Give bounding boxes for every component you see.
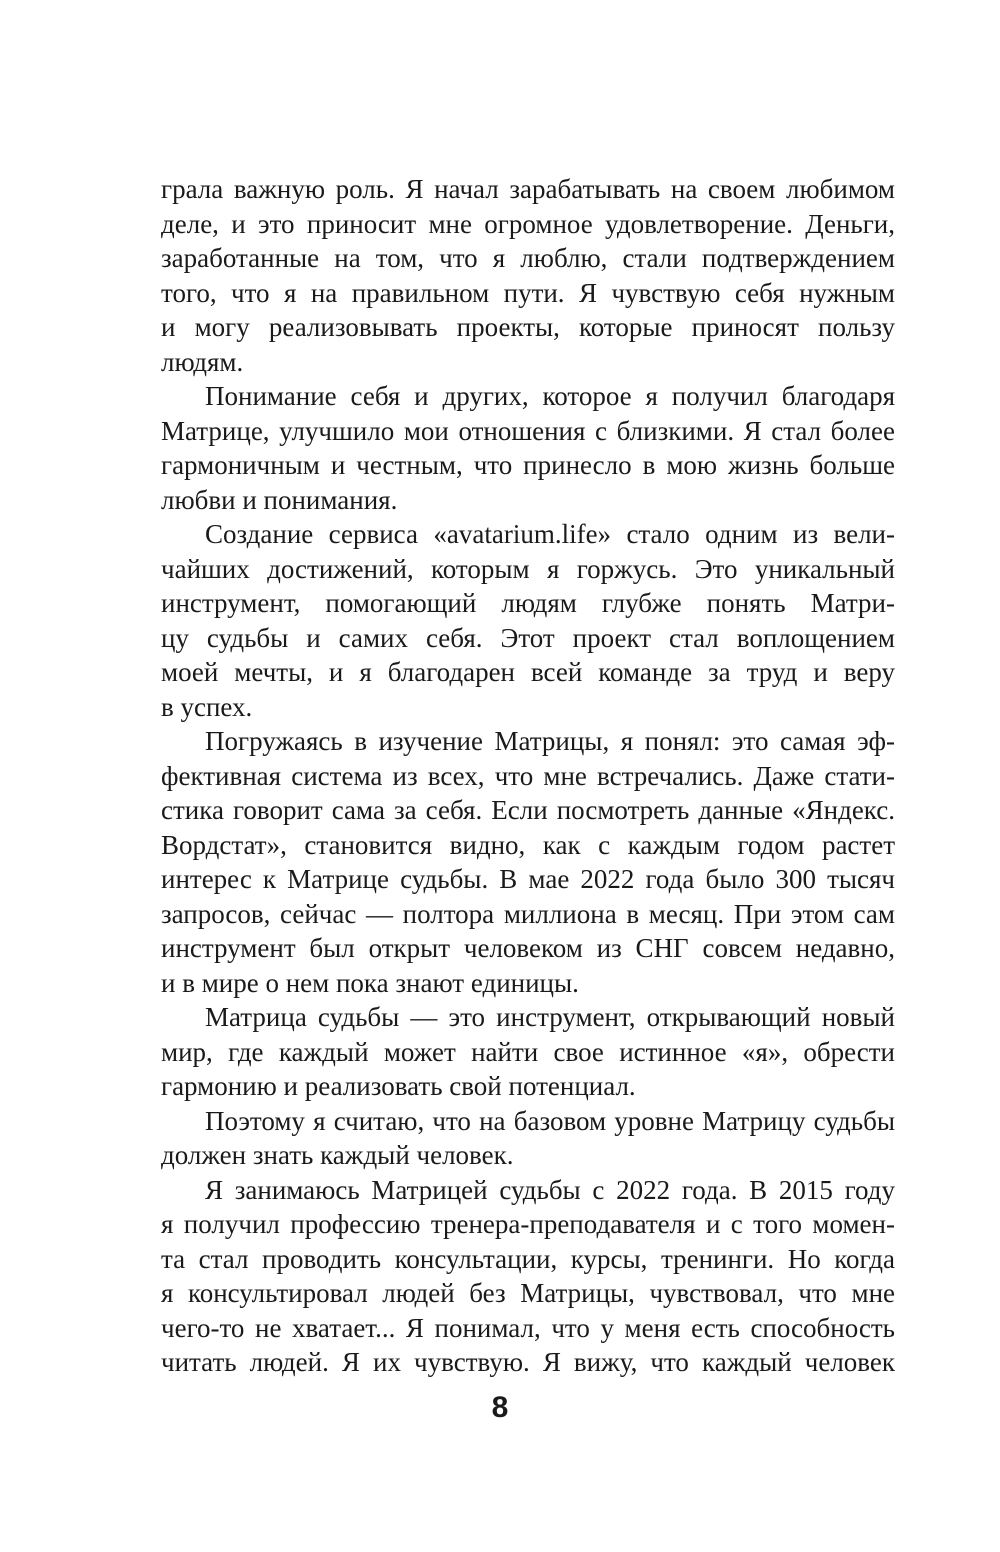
text-line: гармоничным и честным, что принесло в мою жизнь больше	[161, 450, 895, 480]
text-line: и могу реализовывать проекты, которые приносят пользу	[161, 312, 895, 342]
text-line: я консультировал людей без Матрицы, чувствовал, что мне	[161, 1278, 895, 1308]
text-line: грала важную роль. Я начал зарабатывать на своем любимом	[161, 174, 895, 204]
body-text	[161, 172, 895, 1380]
page-number: 8	[491, 1391, 509, 1424]
text-line: мир, где каждый может найти свое истинное «я», обрести	[161, 1036, 895, 1067]
text-line: инструмент, помогающий людям глубже понять Матри-	[161, 588, 895, 618]
paragraph-first-line: Матрица судьбы — это инструмент, открывающий новый	[205, 1002, 895, 1032]
text-line: Вордстат», становится видно, как с каждым годом растет	[161, 829, 895, 860]
text-line: та стал проводить консультации, курсы, тренинги. Но когда	[161, 1243, 895, 1274]
text-line: людям.	[161, 346, 244, 377]
text-line: интерес к Матрице судьбы. В мае 2022 года было 300 тысяч	[161, 864, 895, 894]
text-line: и в мире о нем пока знают единицы.	[161, 967, 579, 998]
text-line: читать людей. Я их чувствую. Я вижу, что каждый человек	[161, 1347, 895, 1377]
text-line: чего-то не хватает... Я понимал, что у меня есть способность	[161, 1312, 895, 1343]
text-line: любви и понимания.	[161, 484, 398, 515]
text-line: деле, и это приносит мне огромное удовлетворение. Деньги,	[161, 208, 895, 239]
paragraph-first-line: Понимание себя и других, которое я получил благодаря	[205, 381, 895, 411]
paragraph-first-line: Поэтому я считаю, что на базовом уровне Матрицу судьбы	[205, 1105, 895, 1136]
text-line: моей мечты, и я благодарен всей команде за труд и веру	[161, 657, 895, 687]
text-line: цу судьбы и самих себя. Этот проект стал воплощением	[161, 622, 895, 653]
text-line: заработанные на том, что я люблю, стали подтверждением	[161, 243, 895, 273]
paragraph-first-line: Создание сервиса «avatarium.life» стало одним из вели-	[205, 519, 895, 549]
text-line: чайших достижений, которым я горжусь. Это уникальный	[161, 553, 895, 584]
paragraph-first-line: Я занимаюсь Матрицей судьбы с 2022 года. В 2015 году	[205, 1174, 895, 1205]
text-line: того, что я на правильном пути. Я чувствую себя нужным	[161, 277, 895, 308]
text-line: гармонию и реализовать свой потенциал.	[161, 1071, 636, 1101]
text-line: я получил профессию тренера-преподавателя и с того момен-	[161, 1209, 895, 1239]
text-line: стика говорит сама за себя. Если посмотреть данные «Яндекс.	[161, 795, 895, 825]
text-line: инструмент был открыт человеком из СНГ совсем недавно,	[161, 933, 895, 963]
text-line: запросов, сейчас — полтора миллиона в месяц. При этом сам	[161, 898, 895, 929]
text-line: Матрице, улучшило мои отношения с близкими. Я стал более	[161, 415, 895, 446]
text-line: должен знать каждый человек.	[161, 1140, 514, 1170]
text-line: в успех.	[161, 691, 253, 722]
text-line: фективная система из всех, что мне встречались. Даже стати-	[161, 760, 895, 791]
paragraph-first-line: Погружаясь в изучение Матрицы, я понял: это самая эф-	[205, 726, 895, 756]
